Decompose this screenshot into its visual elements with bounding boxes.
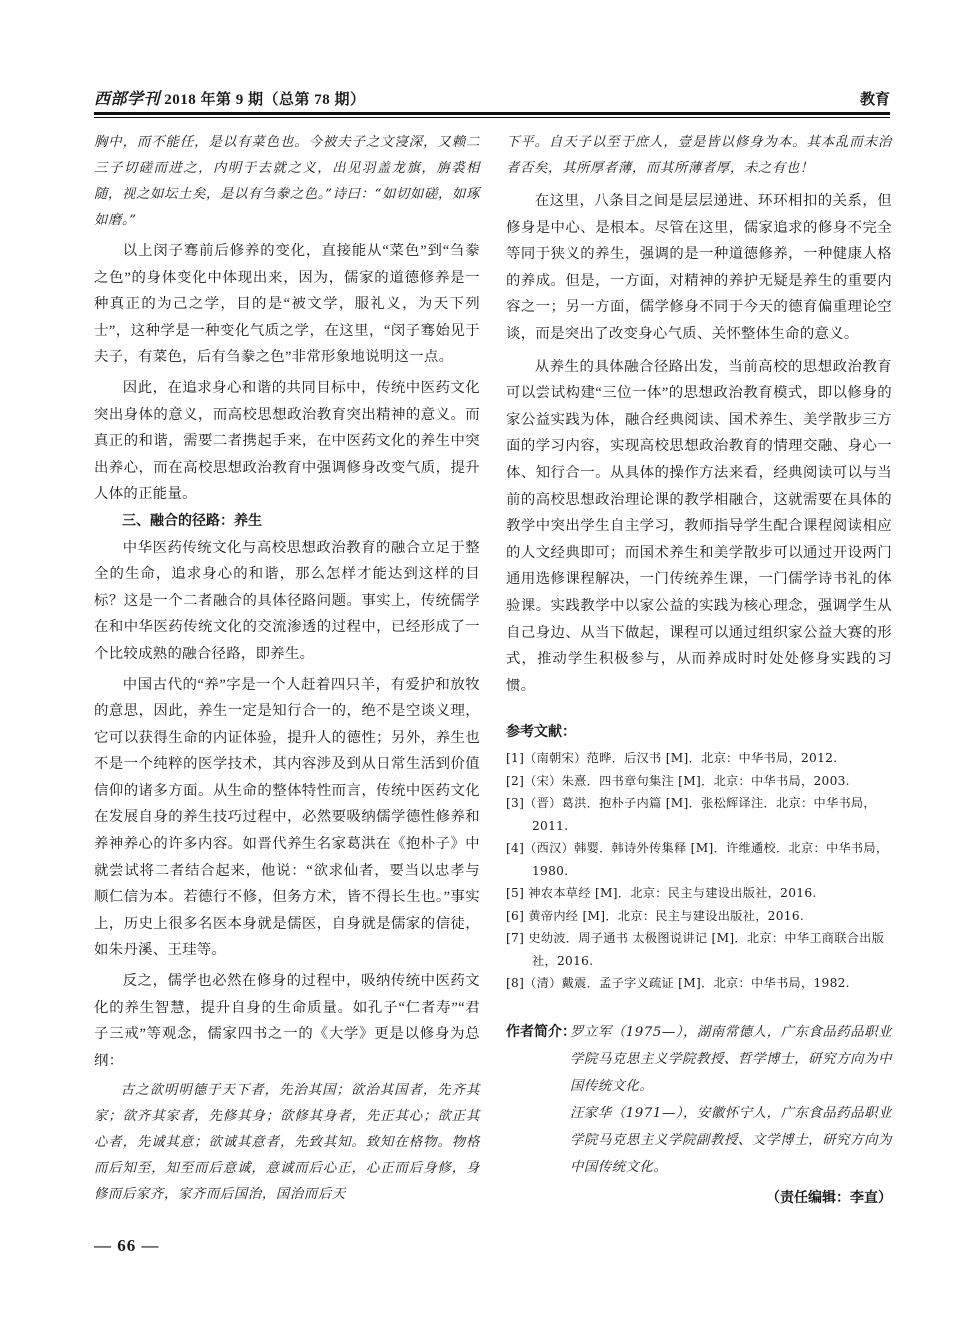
page-number: — 66 — [94, 1236, 160, 1255]
reference-item: [3]（晋）葛洪．抱朴子内篇 [M]．张松辉译注．北京：中华书局，2011. [506, 796, 876, 833]
reference-item: [1]（南朝宋）范晔．后汉书 [M]．北京：中华书局，2012. [506, 751, 838, 766]
right-column [506, 130, 892, 1207]
body-paragraph: 反之，儒学也必然在修身的过程中，吸纳传统中医药文化的养生智慧，提升自身的生命质量。如孔子“仁者寿”“君子三戒”等观念，儒家四书之一的《大学》更是以修身为总纲： [94, 973, 480, 1069]
header-rule-thick [94, 112, 890, 115]
reference-item: [7] 史幼波．周子通书 太极图说讲记 [M]．北京：中华工商联合出版社，2016. [506, 931, 885, 968]
body-paragraph: 从养生的具体融合径路出发，当前高校的思想政治教育可以尝试构建“三位一体”的思想政治教育模式，即以修身的家公益实践为体，融合经典阅读、国术养生、美学散步三方面的学习内容，实现高校思想政治教育的情理交融、身心一体、知行合一。从具体的操作方法来看，经典阅读可以与当前的高校思想政治理论课的教学相融合，这就需要在具体的教学中突出学生自主学习，教师指导学生配合课程阅读相应的人文经典即可；而国术养生和美学散步可以通过开设两门通用选修课程解决，一门传统养生课，一门儒学诗书礼的体验课。实践教学中以家公益的实践为核心理念，强调学生从自己身边、从当下做起，课程可以通过组织家公益大赛的形式，推动学生积极参与，从而养成时时处处修身实践的习惯。 [506, 358, 892, 694]
reference-item: [6] 黄帝内经 [M]．北京：民主与建设出版社，2016. [506, 908, 805, 923]
issue-info: 2018 年第 9 期（总第 78 期） [164, 92, 366, 108]
author-bio [506, 1019, 892, 1181]
body-paragraph: 中华医药传统文化与高校思想政治教育的融合立足于整全的生命，追求身心的和谐，那么怎样才能达到这样的目标？这是一个二者融合的具体径路问题。事实上，传统儒学在和中华医药传统文化的交流渗透的过程中，已经形成了一个比较成熟的融合径路，即养生。 [94, 539, 480, 662]
left-column [94, 130, 480, 1208]
daxue-quote: 古之欲明明德于天下者，先治其国；欲治其国者，先齐其家；欲齐其家者，先修其身；欲修其身者，先正其心；欲正其心者，先诚其意；欲诚其意者，先致其知。致知在格物。物格而后知至，知至而后意诚，意诚而后心正，心正而后身修，身修而后家齐，家齐而后国治，国治而后天 [94, 1083, 480, 1203]
references-list [506, 747, 892, 995]
responsible-editor: （责任编辑：李直） [766, 1189, 892, 1206]
header-rule-thin [94, 117, 890, 118]
running-header [94, 86, 890, 108]
reference-item: [5] 神农本草经 [M]．北京：民主与建设出版社，2016. [506, 886, 817, 901]
author-bio-entry: 罗立军（1975—），湖南常德人，广东食品药品职业学院马克思主义学院教授、哲学博士，研究方向为中国传统文化。 [570, 1024, 892, 1094]
body-paragraph: 因此，在追求身心和谐的共同目标中，传统中医药文化突出身体的意义，而高校思想政治教育突出精神的意义。而真正的和谐，需要二者携起手来，在中医药文化的养生中突出养心，而在高校思想政治教育中强调修身改变气质，提升人体的正能量。 [94, 379, 480, 503]
body-paragraph: 在这里，八条目之间是层层递进、环环相扣的关系，但修身是中心、是根本。尽管在这里，儒家追求的修身不完全等同于狭义的养生，强调的是一种道德修养，一种健康人格的养成。但是，一方面，对精神的养护无疑是养生的重要内容之一；另一方面，儒学修身不同于今天的德育偏重理论空谈，而是突出了改变身心气质、关怀整体生命的意义。 [506, 193, 892, 342]
section-heading: 三、融合的径路：养生 [122, 512, 262, 529]
references-title: 参考文献： [506, 724, 576, 741]
body-paragraph: 以上闵子骞前后修养的变化，直接能从“菜色”到“刍豢之色”的身体变化中体现出来，因为，儒家的道德修养是一种真正的为己之学，目的是“被文学，服礼义，为天下列士”，这种学是一种变化气质之学，在这里，“闵子骞始见于夫子，有菜色，后有刍豢之色”非常形象地说明这一点。 [94, 243, 480, 366]
author-bio-label: 作者简介： [506, 1023, 576, 1040]
reference-item: [2]（宋）朱熹．四书章句集注 [M]．北京：中华书局，2003. [506, 773, 850, 788]
journal-logo-text: 西部学刊 [94, 89, 161, 108]
reference-item: [4]（西汉）韩婴．韩诗外传集释 [M]．许维遹校．北京：中华书局，1980. [506, 841, 889, 878]
section-label: 教育 [859, 90, 890, 108]
body-paragraph: 中国古代的“养”字是一个人赶着四只羊，有爱护和放牧的意思，因此，养生一定是知行合一的，绝不是空谈义理，它可以获得生命的内证体验，提升人的德性；另外，养生也不是一个纯粹的医学技术，其内容涉及到从日常生活到价值信仰的诸多方面。从生命的整体特性而言，传统中医药文化在发展自身的养生技巧过程中，必然要吸纳儒学德性修养和养神养心的许多内容。如晋代养生名家葛洪在《抱朴子》中就尝试将二者结合起来，他说：“欲求仙者，要当以忠孝与顺仁信为本。若德行不修，但务方术，皆不得长生也。”事实上，历史上很多名医本身就是儒医，自身就是儒家的信徒，如朱丹溪、王珪等。 [94, 676, 480, 959]
reference-item: [8]（清）戴震．孟子字义疏证 [M]．北京：中华书局，1982. [506, 976, 850, 991]
quote-continuation: 下平。自天子以至于庶人，壹是皆以修身为本。其本乱而末治者否矣，其所厚者薄，而其所薄者厚，未之有也！ [506, 135, 892, 176]
opening-quote: 胸中，而不能任，是以有菜色也。今被夫子之文寖深，又赖二三子切磋而进之，内明于去就之义，出见羽盖龙旗，旃裘相随，视之如坛土矣，是以有刍豢之色。”诗曰：“如切如磋，如琢如磨。” [94, 135, 480, 228]
author-bio-entry: 汪家华（1971—），安徽怀宁人，广东食品药品职业学院马克思主义学院副教授、文学博士，研究方向为中国传统文化。 [570, 1105, 892, 1175]
journal-issue-line [94, 86, 366, 109]
